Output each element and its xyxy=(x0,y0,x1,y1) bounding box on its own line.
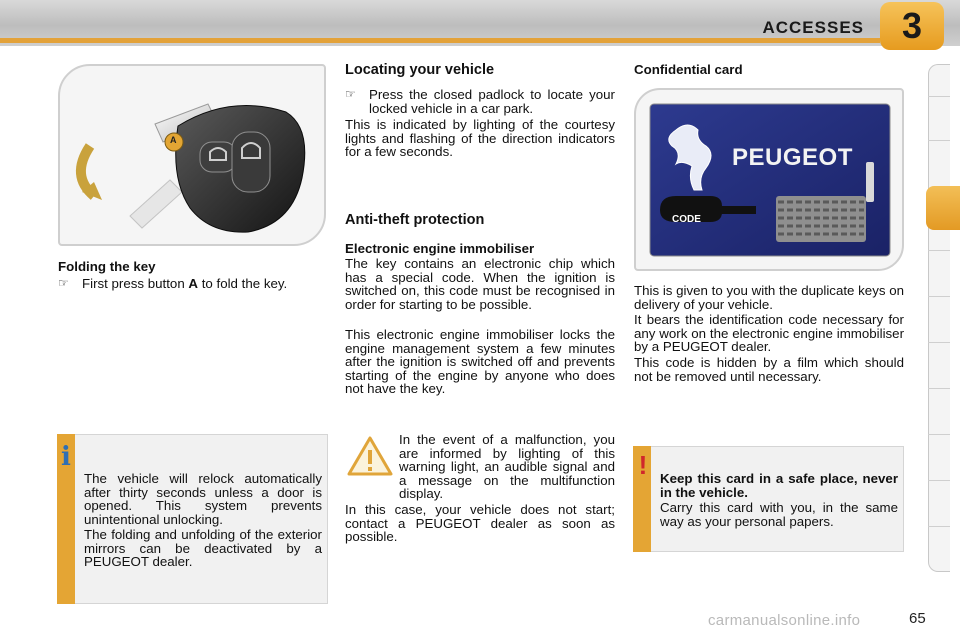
immobiliser-paragraph-2: This electronic engine immobiliser locks the engine management system a few minutes after the ignition is switched off and prevents starting of the engine by anyone who does not have the key. xyxy=(345,327,615,396)
header-accent-line xyxy=(0,38,880,43)
info-paragraph-1: The vehicle will relock automatically after thirty seconds unless a door is opened. This system prevents unintentional unlocking. xyxy=(84,471,322,527)
alert-bold-text: Keep this card in a safe place, never in the vehicle. xyxy=(660,471,898,500)
locating-heading: Locating your vehicle xyxy=(345,62,495,78)
folding-bullet-text xyxy=(82,277,287,291)
peugeot-card-icon xyxy=(636,90,904,271)
chapter-number: 3 xyxy=(901,5,923,46)
info-icon: i xyxy=(61,442,71,472)
folding-bullet-suffix: to fold the key. xyxy=(198,276,288,291)
immobiliser-paragraph-1: The key contains an electronic chip which has a special code. When the ignition is switched on, this code must be recognised in order for starting to be possible. xyxy=(345,256,615,312)
warning-triangle-icon xyxy=(346,434,394,478)
key-illustration xyxy=(58,64,326,246)
info-paragraph-2: The folding and unfolding of the exterior mirrors can be deactivated by a PEUGEOT dealer. xyxy=(84,527,322,569)
card-paragraph-1: This is given to you with the duplicate keys on delivery of your vehicle. xyxy=(634,283,904,312)
finger-icon: ☞ xyxy=(58,276,69,290)
chapter-title: ACCESSES xyxy=(762,18,864,37)
tab-divider xyxy=(928,388,950,389)
card-paragraph-3: This code is hidden by a film which should not be removed until necessary. xyxy=(634,355,904,384)
folding-heading: Folding the key xyxy=(58,259,156,274)
tab-divider xyxy=(928,250,950,251)
finger-icon: ☞ xyxy=(345,87,356,101)
tab-divider xyxy=(928,480,950,481)
tab-divider xyxy=(928,526,950,527)
key-button-a-label: A xyxy=(170,135,177,145)
immobiliser-subheading: Electronic engine immobiliser xyxy=(345,241,535,256)
warning-paragraph-1: In the event of a malfunction, you are informed by lighting of this warning light, an audible signal and a message on the multifunction display. xyxy=(399,432,615,501)
tab-divider xyxy=(928,296,950,297)
tab-accesses[interactable] xyxy=(926,186,960,230)
tab-divider xyxy=(928,342,950,343)
card-code-label: CODE xyxy=(672,214,701,225)
folding-bullet-prefix: First press button xyxy=(82,276,189,291)
tab-divider xyxy=(928,434,950,435)
locating-bullet-text: Press the closed padlock to locate your locked vehicle in a car park. xyxy=(369,87,615,116)
warning-paragraph-2: In this case, your vehicle does not start; contact a PEUGEOT dealer as soon as possible. xyxy=(345,502,615,544)
watermark: carmanualsonline.info xyxy=(708,612,861,629)
tab-divider xyxy=(928,140,950,141)
folding-bullet-button: A xyxy=(188,276,199,291)
card-brand: PEUGEOT xyxy=(732,144,853,171)
folding-key-icon xyxy=(60,66,326,246)
tab-divider xyxy=(928,96,950,97)
locating-text: This is indicated by lighting of the courtesy lights and flashing of the direction indicators for a few seconds. xyxy=(345,117,615,159)
folding-bullet xyxy=(58,277,326,291)
confidential-card-image xyxy=(634,88,904,271)
antitheft-heading: Anti-theft protection xyxy=(345,212,485,228)
alert-text: Carry this card with you, in the same way as your personal papers. xyxy=(660,500,898,529)
confidential-heading: Confidential card xyxy=(634,62,743,77)
locating-bullet xyxy=(345,88,615,115)
card-paragraph-2: It bears the identification code necessary for any work on the electronic engine immobiliser by a PEUGEOT dealer. xyxy=(634,312,904,354)
exclamation-icon: ! xyxy=(638,450,648,480)
page-number: 65 xyxy=(909,610,926,627)
